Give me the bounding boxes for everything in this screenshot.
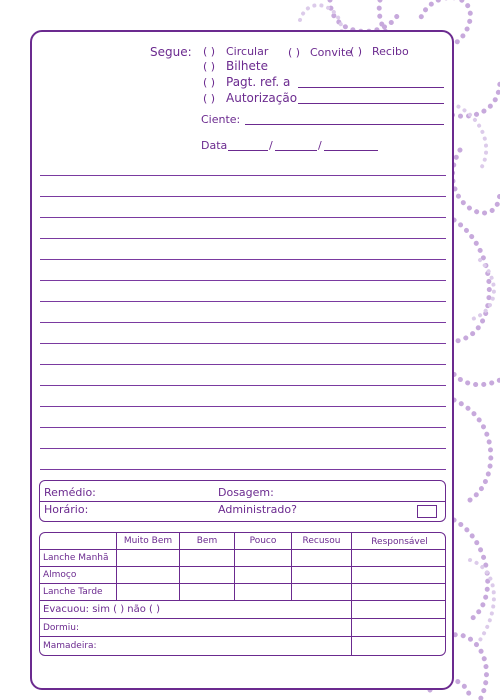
ruled-line xyxy=(40,196,446,197)
column-header-muito-bem: Muito Bem xyxy=(117,533,180,550)
row-label-lanche-tarde: Lanche Tarde xyxy=(40,584,117,601)
cell-almoco-recusou[interactable] xyxy=(292,567,352,584)
medication-divider xyxy=(40,501,445,502)
ruled-line xyxy=(40,280,446,281)
row-label-lanche-manha: Lanche Manhã xyxy=(40,550,117,567)
cell-lanche-manha-recusou[interactable] xyxy=(292,550,352,567)
cell-lanche-manha-bem[interactable] xyxy=(180,550,235,567)
ruled-line xyxy=(40,469,446,470)
autorizacao-checkbox[interactable]: ( ) xyxy=(203,92,216,105)
column-header-responsavel: Responsável xyxy=(352,533,446,550)
pagt-label: Pagt. ref. a xyxy=(226,75,291,89)
date-month-line[interactable] xyxy=(275,150,317,151)
autorizacao-label: Autorização xyxy=(226,91,298,105)
circular-label: Circular xyxy=(226,45,269,58)
cell-lanche-tarde-bem[interactable] xyxy=(180,584,235,601)
ruled-line xyxy=(40,364,446,365)
ruled-line xyxy=(40,343,446,344)
row-label-almoco: Almoço xyxy=(40,567,117,584)
cell-evacuou-responsavel[interactable] xyxy=(352,601,446,619)
meals-table xyxy=(39,532,446,656)
bilhete-checkbox[interactable]: ( ) xyxy=(203,60,216,73)
date-separator: / xyxy=(269,139,273,152)
ruled-line xyxy=(40,385,446,386)
ruled-line xyxy=(40,322,446,323)
cell-lanche-manha-pouco[interactable] xyxy=(235,550,292,567)
cell-dormiu-responsavel[interactable] xyxy=(352,619,446,637)
administrado-label: Administrado? xyxy=(218,503,297,516)
dormiu-field[interactable]: Dormiu: xyxy=(40,619,352,637)
dosagem-label: Dosagem: xyxy=(218,486,274,499)
date-day-line[interactable] xyxy=(228,150,268,151)
ruled-line xyxy=(40,448,446,449)
column-header-pouco: Pouco xyxy=(235,533,292,550)
ruled-line xyxy=(40,301,446,302)
remedio-label: Remédio: xyxy=(44,486,96,499)
pagt-ref-line[interactable] xyxy=(298,87,444,88)
pagt-checkbox[interactable]: ( ) xyxy=(203,76,216,89)
convite-label: Convite xyxy=(310,46,353,59)
horario-label: Horário: xyxy=(44,503,89,516)
ciente-line[interactable] xyxy=(245,124,444,125)
circular-checkbox[interactable]: ( ) xyxy=(203,45,216,58)
cell-lanche-tarde-responsavel[interactable] xyxy=(352,584,446,601)
ruled-line xyxy=(40,217,446,218)
cell-almoco-responsavel[interactable] xyxy=(352,567,446,584)
ruled-line xyxy=(40,175,446,176)
column-header-recusou: Recusou xyxy=(292,533,352,550)
administrado-checkbox[interactable] xyxy=(417,505,437,518)
ruled-line xyxy=(40,427,446,428)
cell-almoco-muito-bem[interactable] xyxy=(117,567,180,584)
date-separator: / xyxy=(318,139,322,152)
cell-lanche-tarde-pouco[interactable] xyxy=(235,584,292,601)
cell-lanche-tarde-recusou[interactable] xyxy=(292,584,352,601)
bilhete-label: Bilhete xyxy=(226,59,268,73)
date-year-line[interactable] xyxy=(324,150,378,151)
ruled-line xyxy=(40,238,446,239)
column-header-bem: Bem xyxy=(180,533,235,550)
form-sheet xyxy=(30,30,454,690)
cell-lanche-manha-responsavel[interactable] xyxy=(352,550,446,567)
table-corner-cell xyxy=(40,533,117,550)
ruled-line xyxy=(40,406,446,407)
segue-label: Segue: xyxy=(150,45,192,59)
convite-checkbox[interactable]: ( ) xyxy=(288,46,301,59)
ruled-line xyxy=(40,259,446,260)
cell-mamadeira-responsavel[interactable] xyxy=(352,637,446,656)
mamadeira-field[interactable]: Mamadeira: xyxy=(40,637,352,656)
recibo-label: Recibo xyxy=(372,45,409,58)
ciente-label: Ciente: xyxy=(201,113,241,126)
cell-lanche-tarde-muito-bem[interactable] xyxy=(117,584,180,601)
recibo-checkbox[interactable]: ( ) xyxy=(350,45,363,58)
autorizacao-line[interactable] xyxy=(298,103,444,104)
cell-lanche-manha-muito-bem[interactable] xyxy=(117,550,180,567)
cell-almoco-pouco[interactable] xyxy=(235,567,292,584)
data-label: Data xyxy=(201,139,228,152)
cell-almoco-bem[interactable] xyxy=(180,567,235,584)
medication-box xyxy=(39,480,446,522)
evacuou-field[interactable]: Evacuou: sim ( ) não ( ) xyxy=(40,601,352,619)
